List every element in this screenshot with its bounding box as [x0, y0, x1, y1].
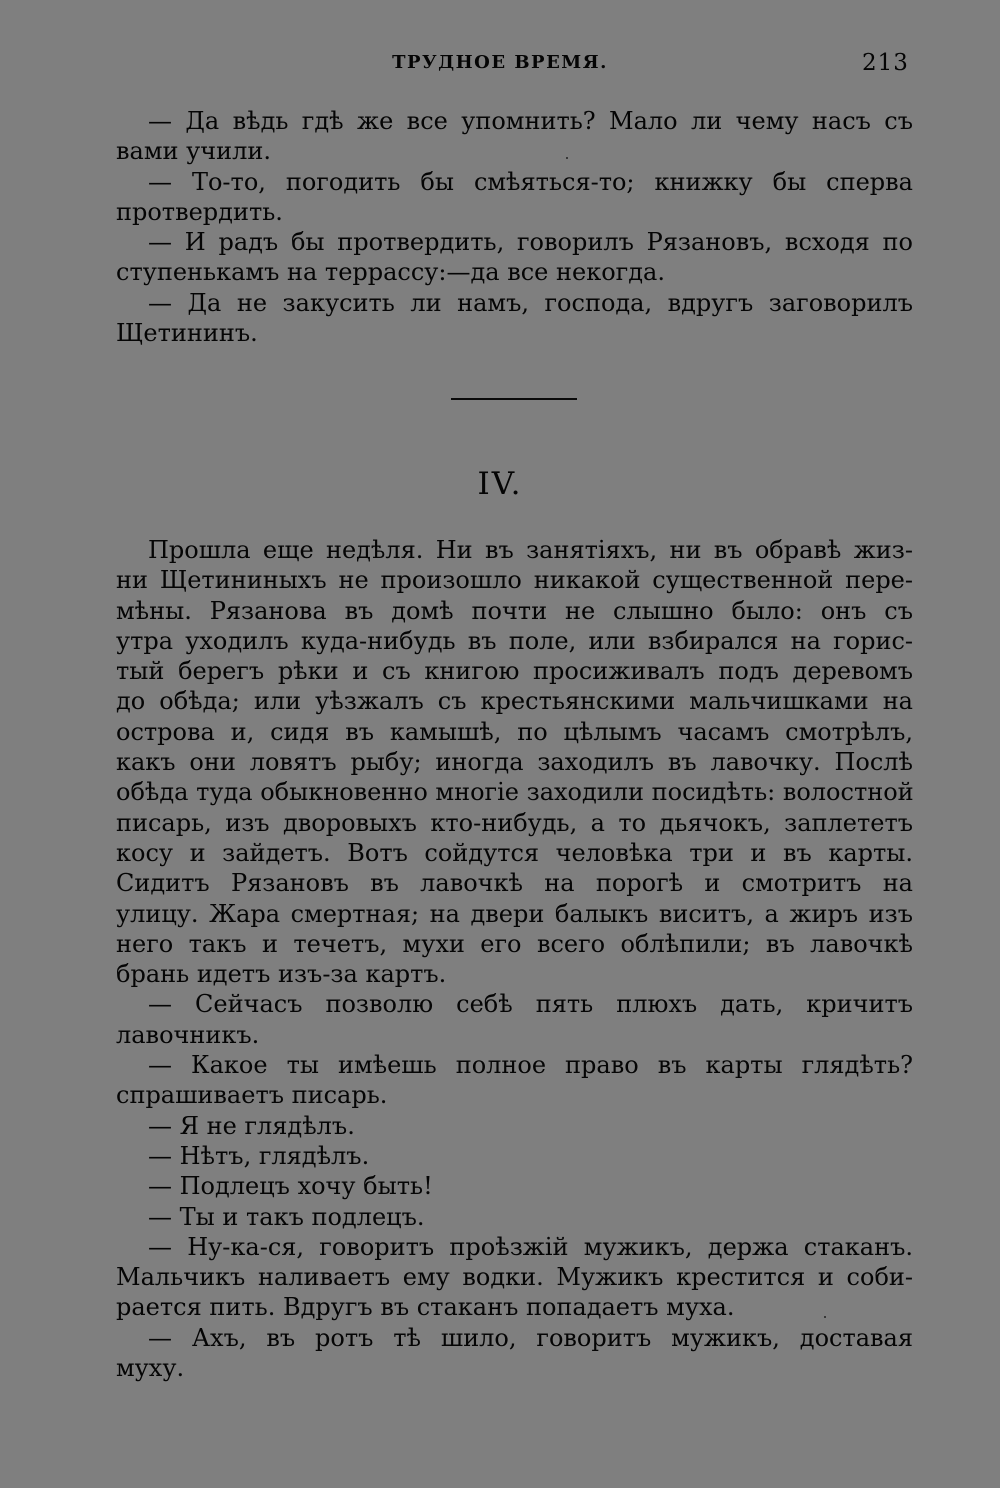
text-line: обѣда туда обыкновенно многіе заходили посидѣть: волостной	[116, 778, 914, 807]
text-line: него такъ и течетъ, мухи его всего облѣпили; въ лавочкѣ	[116, 929, 913, 958]
text-line: — Какое ты имѣешь полное право въ карты глядѣть?	[148, 1051, 913, 1080]
text-line: муху.	[116, 1354, 185, 1383]
dialogue-section-1	[116, 106, 913, 348]
page-number: 213	[862, 50, 909, 76]
chapter-body	[116, 535, 913, 1383]
text-line: мѣны. Рязанова въ домѣ почти не слышно было: онъ съ	[116, 596, 913, 625]
text-line: писарь, изъ дворовыхъ кто-нибудь, а то дьячокъ, заплететъ	[116, 808, 913, 837]
running-title: ТРУДНОЕ ВРЕМЯ.	[392, 52, 608, 73]
text-line: — То-то, погодить бы смѣяться-то; книжку бы сперва	[148, 167, 913, 196]
text-line: ступенькамъ на террассу:—да все некогда.	[116, 258, 665, 287]
text-line: — Да вѣдь гдѣ же все упомнить? Мало ли чему насъ съ	[148, 107, 913, 135]
running-header	[0, 52, 1000, 82]
section-divider	[451, 398, 577, 400]
text-line: — Ахъ, въ ротъ тѣ шило, говоритъ мужикъ, доставая	[148, 1323, 913, 1352]
print-speck	[566, 157, 568, 159]
text-line: Щетининъ.	[116, 319, 258, 348]
text-line: косу и зайдетъ. Вотъ сойдутся человѣка три и въ карты.	[116, 838, 913, 867]
text-line: Сидитъ Рязановъ въ лавочкѣ на порогѣ и смотритъ на	[116, 869, 913, 898]
text-line: острова и, сидя въ камышѣ, по цѣлымъ часамъ смотрѣлъ,	[116, 717, 913, 746]
text-line: — Ты и такъ подлецъ.	[148, 1202, 425, 1231]
text-line: улицу. Жара смертная; на двери балыкъ виситъ, а жиръ изъ	[116, 899, 913, 928]
text-line: лавочникъ.	[116, 1020, 260, 1049]
chapter-heading: IV.	[477, 466, 523, 502]
text-line: Прошла еще недѣля. Ни въ занятіяхъ, ни въ обравѣ жиз-	[148, 536, 913, 564]
text-line: Мальчикъ наливаетъ ему водки. Мужикъ крестится и соби-	[116, 1263, 913, 1292]
text-line: — Сейчасъ позволю себѣ пять плюхъ дать, кричитъ	[148, 990, 913, 1019]
text-line: — И радъ бы протвердить, говорилъ Рязановъ, всходя по	[148, 228, 913, 257]
print-speck	[824, 1316, 826, 1318]
text-line: рается пить. Вдругъ въ стаканъ попадаетъ муха.	[116, 1293, 735, 1322]
text-line: вами учили.	[116, 137, 271, 166]
text-line: до обѣда; или уѣзжалъ съ крестьянскими мальчишками на	[116, 687, 913, 716]
text-line: — Ну-ка-ся, говоритъ проѣзжій мужикъ, держа стаканъ.	[148, 1232, 913, 1261]
text-line: — Подлецъ хочу быть!	[148, 1172, 433, 1201]
text-line: брань идетъ изъ-за картъ.	[116, 960, 447, 989]
text-line: — Да не закусить ли намъ, господа, вдругъ заговорилъ	[148, 288, 913, 317]
text-line: утра уходилъ куда-нибудь въ поле, или взбирался на горис-	[116, 626, 913, 655]
text-line: протвердить.	[116, 197, 283, 226]
text-line: — Нѣтъ, глядѣлъ.	[148, 1141, 370, 1170]
text-line: тый берегъ рѣки и съ книгою просиживалъ подъ деревомъ	[116, 657, 913, 686]
text-line: спрашиваетъ писарь.	[116, 1081, 388, 1110]
text-line: ни Щетининыхъ не произошло никакой существенной пере-	[116, 566, 913, 595]
text-line: какъ они ловятъ рыбу; иногда заходилъ въ лавочку. Послѣ	[116, 748, 913, 777]
text-line: — Я не глядѣлъ.	[148, 1111, 355, 1140]
